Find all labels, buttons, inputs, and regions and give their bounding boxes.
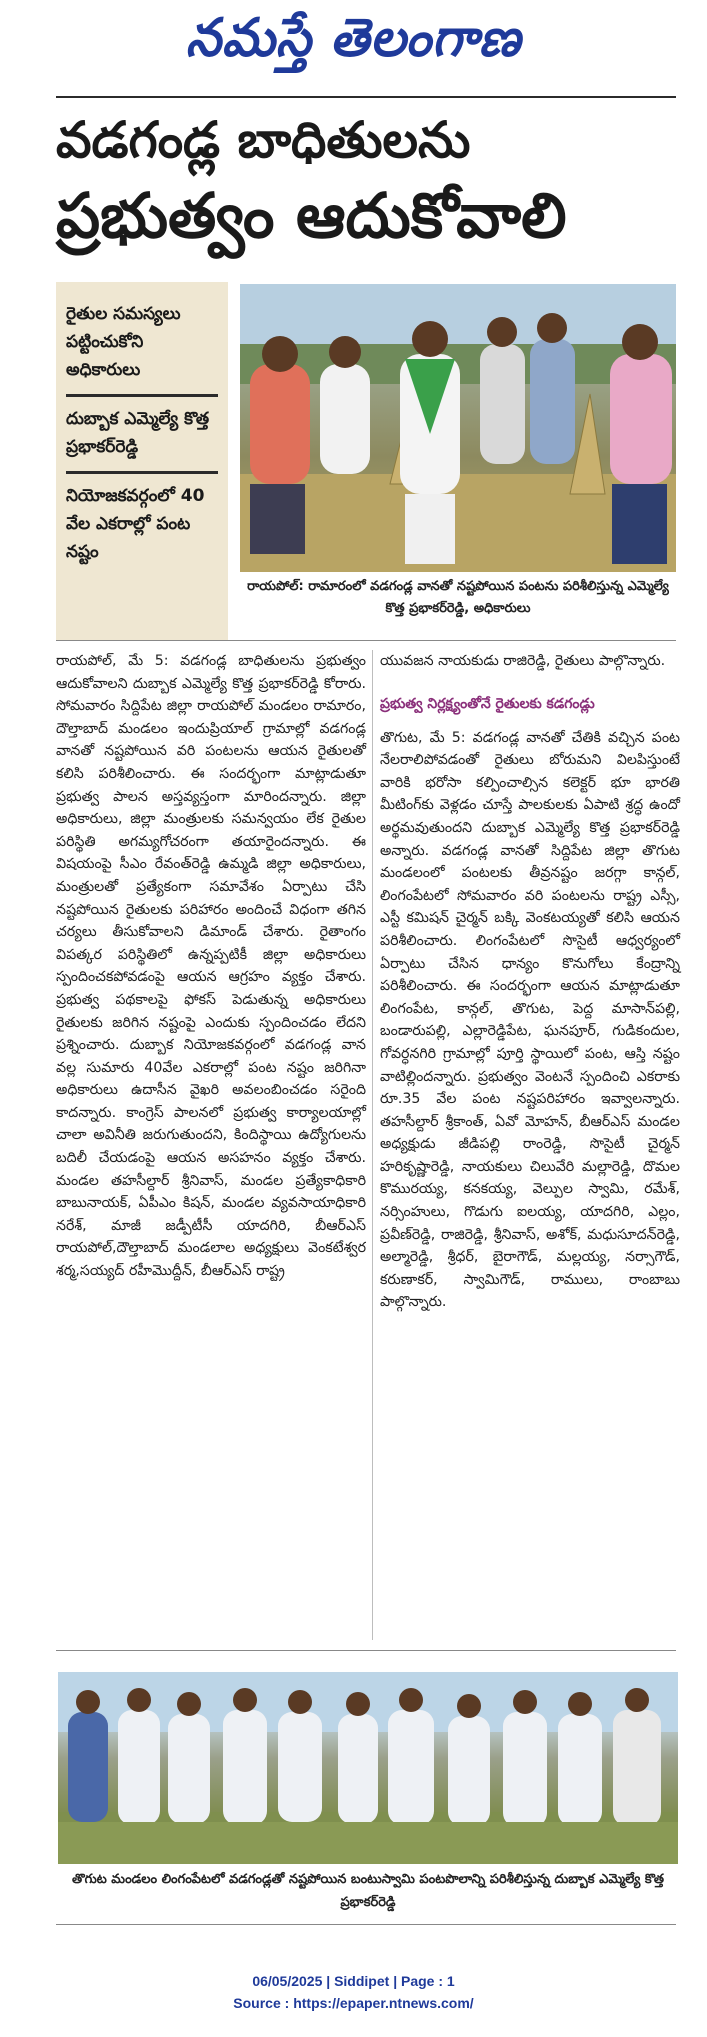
article-paragraph: యువజన నాయకుడు రాజిరెడ్డి, రైతులు పాల్గొన్నారు. (380, 653, 666, 669)
edition-info: 06/05/2025 | Siddipet | Page : 1 (252, 1973, 455, 1989)
photo-illustration (240, 284, 676, 572)
highlight-point: రైతుల సమస్యలు పట్టించుకోని అధికారులు (66, 292, 218, 397)
headline-line1: వడగండ్ల బాధితులను (56, 111, 471, 169)
newspaper-title: నమస్తే తెలంగాణ (185, 6, 522, 69)
crop-field-photo (58, 1672, 678, 1864)
masthead (0, 0, 707, 88)
headline-line2: ప్రభుత్వం ఆదుకోవాలి (56, 179, 567, 252)
column-separator (372, 650, 373, 1640)
section-divider (56, 640, 676, 641)
article-column-1 (56, 650, 366, 1630)
section-divider (56, 1924, 676, 1925)
page-footer (0, 1970, 707, 2014)
article-column-2 (380, 650, 680, 1630)
photo-caption: తొగుట మండలం లింగంపేటలో వడగండ్లతో నష్టపోయిన బంటుస్వామి పంటపొలాన్ని పరిశీలిస్తున్న దుబ్బాక ఎమ్మెల్యే కొత్త ప్రభాకర్‌రెడ్డి (71, 1872, 664, 1910)
highlight-point: దుబ్బాక ఎమ్మెల్యే కొత్త ప్రభాకర్‌రెడ్డి (66, 397, 218, 474)
photo-caption: రాయపోల్: రామారంలో వడగండ్ల వానతో నష్టపోయిన పంటను పరిశీలిస్తున్న ఎమ్మెల్యే కొత్త ప్రభాకర్‌రెడ్డి, అధికారులు (247, 579, 669, 616)
article-paragraph: రాయపోల్, మే 5: వడగండ్ల బాధితులను ప్రభుత్వం ఆదుకోవాలని దుబ్బాక ఎమ్మెల్యే కొత్త ప్రభాకర్‌రెడ్డి కోరారు. సోమవారం సిద్దిపేట జిల్లా రాయపోల్ మండలం రామారం, దౌల్తాబాద్ మండలం ఇందుప్రియాల్ గ్రామాల్లో వడగండ్ల వానతో నష్టపోయిన వరి పంటలను ఆయన రైతులతో కలిసి పరిశీలించారు. ఈ సందర్భంగా మాట్లాడుతూ ప్రభుత్వ పాలన అస్తవ్యస్తంగా మారిందన్నారు. జిల్లా అధికారులు, జిల్లా మంత్రులకు సమన్వయం లేక రైతుల పరిస్థితి అగమ్యగోచరంగా తయారైందన్నారు. ఈ విషయంపై సీఎం రేవంత్‌రెడ్డి ఉమ్మడి జిల్లా అధికారులు, మంత్రులతో ప్రత్యేకంగా సమావేశం ఏర్పాటు చేసి నష్టపోయిన రైతులకు పరిహారం అందించే విధంగా తగిన చర్యలు తీసుకోవాలని డిమాండ్ చేశారు. రైతాంగం విపత్కర పరిస్థితిలో ఉన్నప్పటికీ జిల్లా అధికారులు స్పందించకపోవడంపై ఆయన ఆగ్రహం వ్యక్తం చేశారు. ప్రభుత్వ పథకాలపై ఫోకస్ పెడుతున్న అధికారులు రైతులకు జరిగిన నష్టంపై ఎందుకు స్పందించడం లేదని ప్రశ్నించారు. దుబ్బాక నియోజకవర్గంలో వడగండ్ల వాన వల్ల సుమారు 40వేల ఎకరాల్లో పంట నష్టం జరిగినా అధికారులు ఉదాసీన వైఖరి అవలంబించడం సరైంది కాదన్నారు. కాంగ్రెస్ పాలనలో ప్రభుత్వ కార్యాలయాల్లో చాలా అవినీతి జరుగుతుందని, కిందిస్థాయి ఉద్యోగులను బదిలీ చేయడంపై ఆయన అసహనం వ్యక్తం చేశారు. మండల తహసీల్దార్ శ్రీనివాస్, మండల ప్రత్యేకాధికారి బాబునాయక్, ఏపీఎం కిషన్, మండల వ్యవసాయాధికారి నరేశ్, మాజీ జడ్పీటీసీ యాదగిరి, బీఆర్‌ఎస్ రాయపోల్,దౌల్తాబాద్ మండలాల అధ్యక్షులు వెంకటేశ్వర శర్మ,సయ్యద్ రహీమొద్దీన్, బీఆర్‌ఎస్ రాష్ట్ర (56, 653, 366, 1280)
highlights-box (56, 282, 228, 640)
photo-illustration (58, 1672, 678, 1864)
source-link[interactable]: Source : https://epaper.ntnews.com/ (233, 1995, 474, 2011)
highlight-point: నియోజకవర్గంలో 40 వేల ఎకరాల్లో పంట నష్టం (66, 486, 205, 562)
masthead-divider (56, 96, 676, 98)
section-divider (56, 1650, 676, 1651)
sub-headline: ప్రభుత్వ నిర్లక్ష్యంతోనే రైతులకు కడగండ్లు (380, 695, 595, 712)
field-inspection-photo (240, 284, 676, 572)
article-paragraph: తొగుట, మే 5: వడగండ్ల వానతో చేతికి వచ్చిన పంట నేలరాలిపోవడంతో రైతులు బోరుమని విలపిస్తుంటే వారికి భరోసా కల్పించాల్సిన కలెక్టర్ భూ భారతి మీటింగ్‌కు వెళ్లడం చూస్తే పాలకులకు ఏపాటి శ్రద్ధ ఉందో అర్థమవుతుందని దుబ్బాక ఎమ్మెల్యే కొత్త ప్రభాకర్‌రెడ్డి అన్నారు. వడగండ్ల వానతో సిద్దిపేట జిల్లా తొగుట మండలంలో పంటలకు తీవ్రనష్టం జరగ్గా కాన్గల్, లింగంపేటలో సోమవారం వరి పంటలను రాష్ట్ర ఎస్సీ, ఎస్టీ కమిషన్ చైర్మన్ బక్కి వెంకటయ్యతో కలిసి ఆయన పరిశీలించారు. లింగంపేటలో సొసైటీ ఆధ్వర్యంలో ఏర్పాటు చేసిన ధాన్యం కొనుగోలు కేంద్రాన్ని పరిశీలించారు. ఈ సందర్భంగా ఆయన మాట్లాడుతూ లింగంపేట, కాన్గల్, తొగుట, పెద్ద మాసాన్‌పల్లి, బండారుపల్లి, ఎల్లారెడ్డిపేట, ఘనపూర్, గుడికందుల, గోవర్ధనగిరి గ్రామాల్లో పూర్తి స్థాయిలో పంట, ఆస్తి నష్టం వాటిల్లిందన్నారు. ప్రభుత్వం వెంటనే స్పందించి ఎకరాకు రూ.35 వేల పంట నష్టపరిహారం ఇవ్వాలన్నారు. తహసీల్దార్ శ్రీకాంత్, ఏవో మోహన్, బీఆర్‌ఎస్ మండల అధ్యక్షుడు జీడిపల్లి రాంరెడ్డి, సొసైటీ చైర్మన్ హరికృష్ణారెడ్డి, నాయకులు చిలువేరి మల్లారెడ్డి, దొమల కొమురయ్య, కనకయ్య, వెల్పుల స్వామి, రమేశ్, నర్సింహులు, గొడుగు ఐలయ్య, యాదగిరి, ఎల్లం, ప్రవీణ్‌రెడ్డి, రాజిరెడ్డి, శ్రీనివాస్, అశోక్, మధుసూదన్‌రెడ్డి, అల్మారెడ్డి, శ్రీధర్, బైరాగౌడ్, మల్లయ్య, నర్సాగౌడ్, కరుణాకర్, స్వామిగౌడ్, రాములు, రాంబాబు పాల్గొన్నారు. (380, 729, 680, 1311)
